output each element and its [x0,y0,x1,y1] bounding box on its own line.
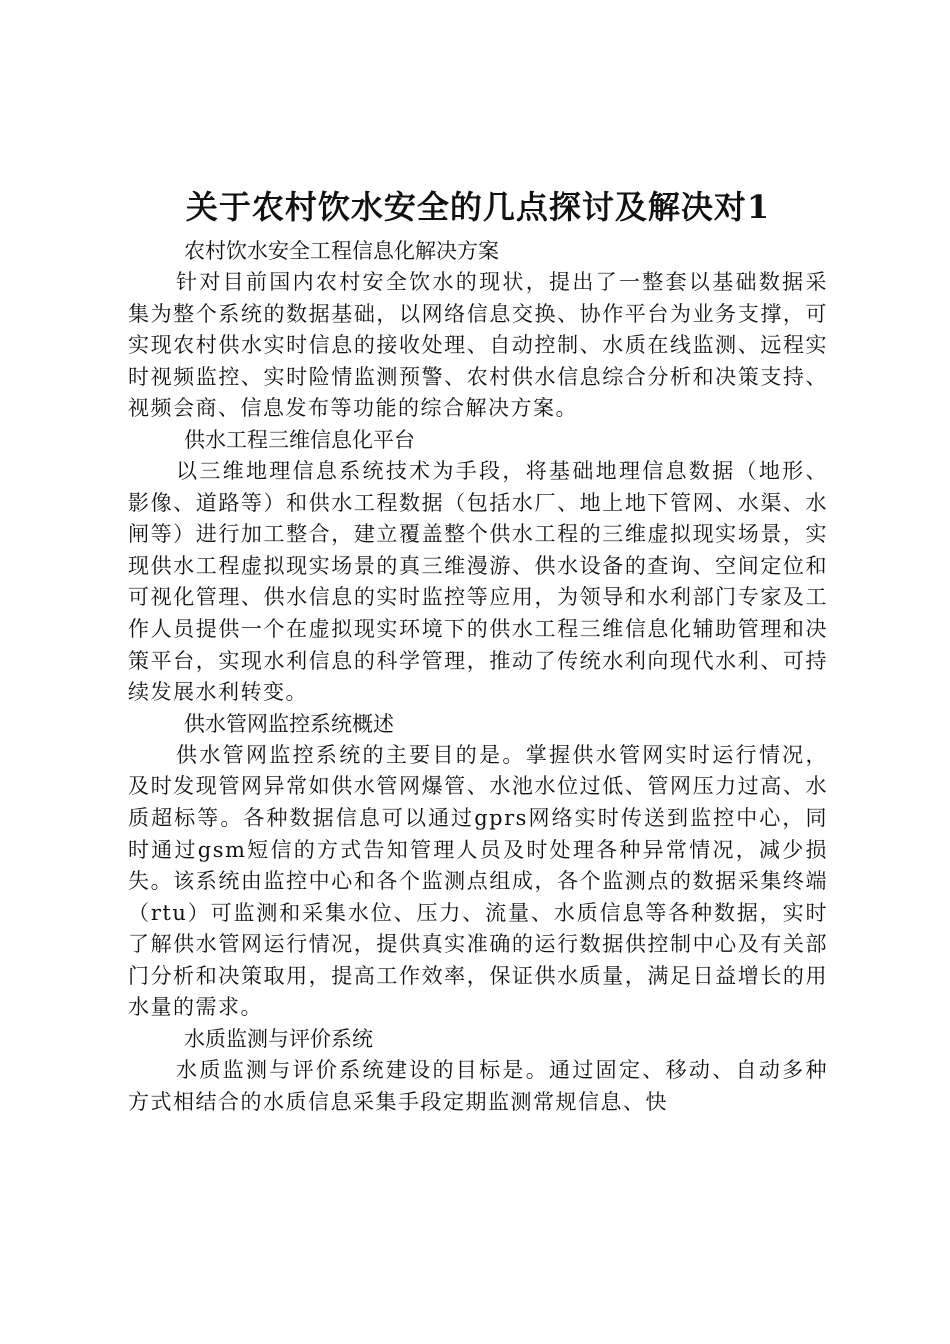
section-heading: 供水工程三维信息化平台 [184,427,415,452]
section-heading: 供水管网监控系统概述 [184,711,394,736]
section-paragraph: 供水管网监控系统的主要目的是。掌握供水管网实时运行情况，及时发现管网异常如供水管网爆管、水池水位过低、管网压力过高、水质超标等。各种数据信息可以通过gprs网络实时传送到监控中心，同时通过gsm短信的方式告知管理人员及时处理各种异常情况，减少损失。该系统由监控中心和各个监测点组成，各个监测点的数据采集终端（rtu）可监测和采集水位、压力、流量、水质信息等各种数据，实时了解供水管网运行情况，提供真实准确的运行数据供控制中心及有关部门分析和决策取用，提高工作效率，保证供水质量，满足日益增长的用水量的需求。 [128,742,828,1020]
section-heading: 农村饮水安全工程信息化解决方案 [184,239,499,263]
section-paragraph: 以三维地理信息系统技术为手段，将基础地理信息数据（地形、影像、道路等）和供水工程数据（包括水厂、地上地下管网、水渠、水闸等）进行加工整合，建立覆盖整个供水工程的三维虚拟现实场景，实现供水工程虚拟现实场景的真三维漫游、供水设备的查询、空间定位和可视化管理、供水信息的实时监控等应用，为领导和水利部门专家及工作人员提供一个在虚拟现实环境下的供水工程三维信息化辅助管理和决策平台，实现水利信息的科学管理，推动了传统水利向现代水利、可持续发展水利转变。 [128,458,828,705]
section-paragraph: 针对目前国内农村安全饮水的现状，提出了一整套以基础数据采集为整个系统的数据基础，以网络信息交换、协作平台为业务支撑，可实现农村供水实时信息的接收处理、自动控制、水质在线监测、远程实时视频监控、实时险情监测预警、农村供水信息综合分析和决策支持、视频会商、信息发布等功能的综合解决方案。 [128,270,828,421]
section-paragraph: 水质监测与评价系统建设的目标是。通过固定、移动、自动多种方式相结合的水质信息采集手段定期监测常规信息、快 [128,1058,828,1114]
section-heading: 水质监测与评价系统 [184,1027,373,1052]
document-page [128,184,828,1118]
document-title: 关于农村饮水安全的几点探讨及解决对1 [185,188,771,226]
